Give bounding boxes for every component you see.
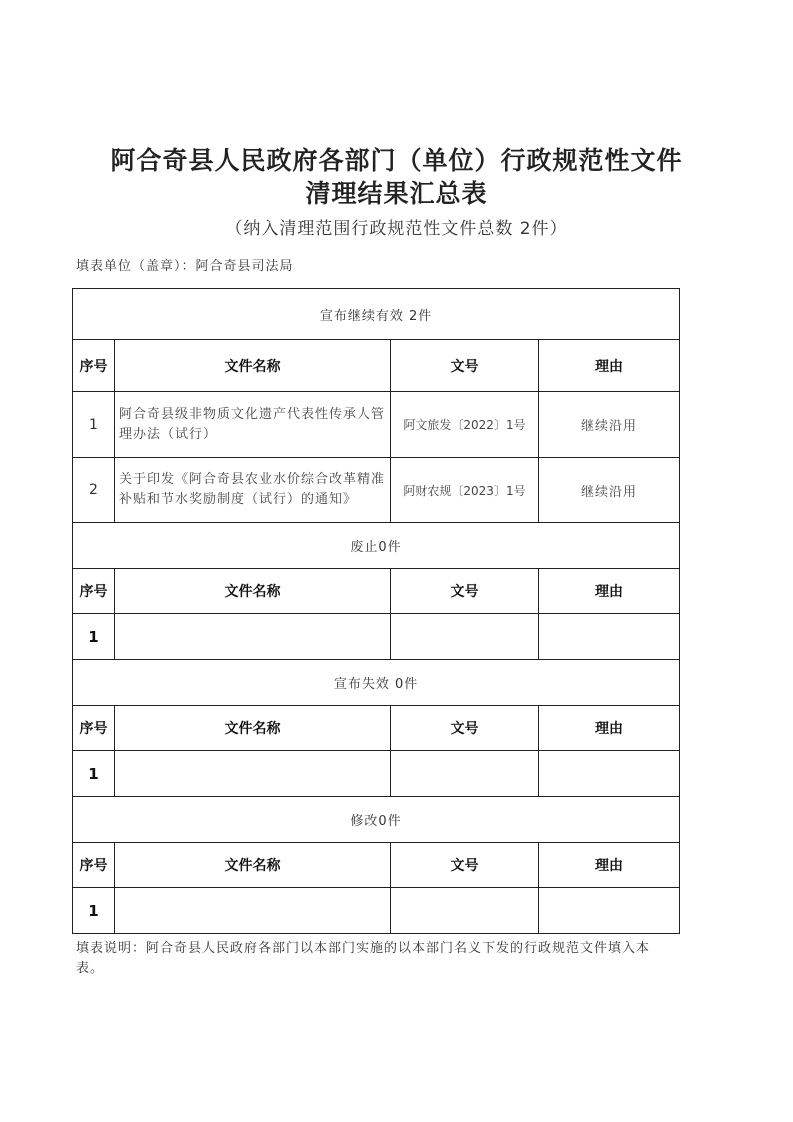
document-title-line-1: 阿合奇县人民政府各部门（单位）行政规范性文件 [110,146,683,175]
row-reason [539,888,680,934]
row-doc-no [391,888,539,934]
header-reason: 理由 [539,340,680,392]
row-doc-no [391,751,539,797]
row-reason [539,751,680,797]
fill-unit-label: 填表单位（盖章）：阿合奇县司法局 [76,259,294,274]
header-reason: 理由 [539,843,680,888]
row-name [115,751,391,797]
table-row [73,392,680,458]
row-seq: 1 [73,751,115,797]
header-doc-no: 文号 [391,569,539,614]
header-name: 文件名称 [115,843,391,888]
row-doc-no: 阿文旅发〔2022〕1号 [391,392,539,458]
header-doc-no: 文号 [391,706,539,751]
section-title: 废止0件 [73,523,680,569]
row-doc-no [391,614,539,660]
header-seq: 序号 [73,569,115,614]
table-row [73,458,680,523]
row-reason: 继续沿用 [539,458,680,523]
table-row [73,614,680,660]
header-name: 文件名称 [115,706,391,751]
document-title-line-2: 清理结果汇总表 [305,179,488,208]
document-subtitle: （纳入清理范围行政规范性文件总数 2件） [225,219,568,239]
header-reason: 理由 [539,706,680,751]
row-seq: 2 [73,458,115,523]
row-seq: 1 [73,888,115,934]
results-table [72,288,680,934]
header-name: 文件名称 [115,340,391,392]
row-reason [539,614,680,660]
header-reason: 理由 [539,569,680,614]
header-name: 文件名称 [115,569,391,614]
section-title: 宣布继续有效 2件 [73,289,680,340]
header-doc-no: 文号 [391,340,539,392]
header-seq: 序号 [73,843,115,888]
table-row [73,888,680,934]
row-name: 阿合奇县级非物质文化遗产代表性传承人管理办法（试行） [115,392,391,458]
row-reason: 继续沿用 [539,392,680,458]
table-row [73,751,680,797]
row-doc-no: 阿财农规〔2023〕1号 [391,458,539,523]
section-title: 修改0件 [73,797,680,843]
header-seq: 序号 [73,340,115,392]
row-seq: 1 [73,614,115,660]
header-doc-no: 文号 [391,843,539,888]
row-name: 关于印发《阿合奇县农业水价综合改革精准补贴和节水奖励制度（试行）的通知》 [115,458,391,523]
row-name [115,614,391,660]
fill-instructions-note: 填表说明：阿合奇县人民政府各部门以本部门实施的以本部门名义下发的行政规范文件填入本表。 [76,941,651,976]
section-title: 宣布失效 0件 [73,660,680,706]
row-seq: 1 [73,392,115,458]
row-name [115,888,391,934]
header-seq: 序号 [73,706,115,751]
